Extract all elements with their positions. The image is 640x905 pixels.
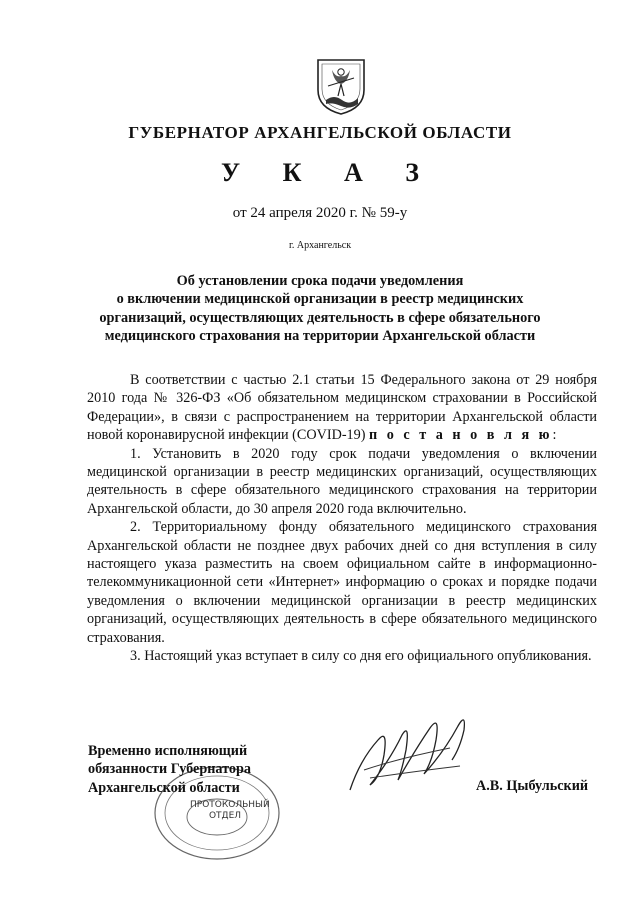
document-date-number: от 24 апреля 2020 г. № 59-у (232, 205, 408, 221)
stamp-line: ПРОТОКОЛЬНЫЙ (190, 800, 270, 810)
signatory-position (88, 742, 251, 797)
paragraph-3: 3. Настоящий указ вступает в силу со дня его официального опубликования. (130, 648, 592, 665)
paragraph-2: 2. Территориальному фонду обязательного медицинского страхования Архангельской области не позднее двух рабочих дней со дня вступления в силу настоящего указа разместить на своем официальном сайте в информационно-телекоммуникационной сети «Интернет» информацию о сроках и порядке подачи уведомления о включении медицинской организации в реестр медицинских организаций, осуществляющих деятельность в сфере обязательного медицинского страхования. (87, 519, 597, 646)
decree-word: п о с т а н о в л я ю (369, 427, 553, 444)
document-body (87, 371, 597, 666)
position-line: Временно исполняющий (88, 743, 248, 759)
position-line: Архангельской области (88, 779, 240, 796)
preamble-paragraph (87, 371, 597, 445)
paragraph-1: 1. Установить в 2020 году срок подачи уведомления о включении медицинской организации в реестр медицинских организаций, осуществляющих деятельность в сфере обязательного медицинского страхования на территории Архангельской области, до 30 апреля 2020 года включительно. (87, 445, 597, 517)
title-line: о включении медицинской организации в реестр медицинских (116, 291, 524, 308)
document-title (80, 272, 560, 345)
stamp-line: ОТДЕЛ (208, 811, 242, 821)
archangelsk-coat-of-arms-icon (314, 56, 368, 116)
signatory-name: А.В. Цыбульский (476, 778, 589, 794)
position-line: обязанности Губернатора (88, 761, 251, 778)
document-city: г. Архангельск (288, 240, 352, 251)
title-line: медицинского страхования на территории Архангельской области (104, 327, 536, 344)
decree-colon: : (552, 427, 557, 444)
handwritten-signature (340, 700, 490, 810)
title-line: организаций, осуществляющих деятельность в сфере обязательного (99, 309, 541, 326)
stamp-text (190, 800, 270, 822)
preamble-text: В соответствии с частью 2.1 статьи 15 Федерального закона от 29 ноября 2010 года № 326-ФЗ «Об обязательном медицинском страховании в Российской Федерации», в связи с распространением на территории Архангельской области новой коронавирусной инфекции (COVID-19) (87, 372, 597, 444)
issuer-title: ГУБЕРНАТОР АРХАНГЕЛЬСКОЙ ОБЛАСТИ (128, 123, 512, 142)
title-line: Об установлении срока подачи уведомления (176, 273, 464, 289)
document-type: У К А З (221, 158, 437, 187)
